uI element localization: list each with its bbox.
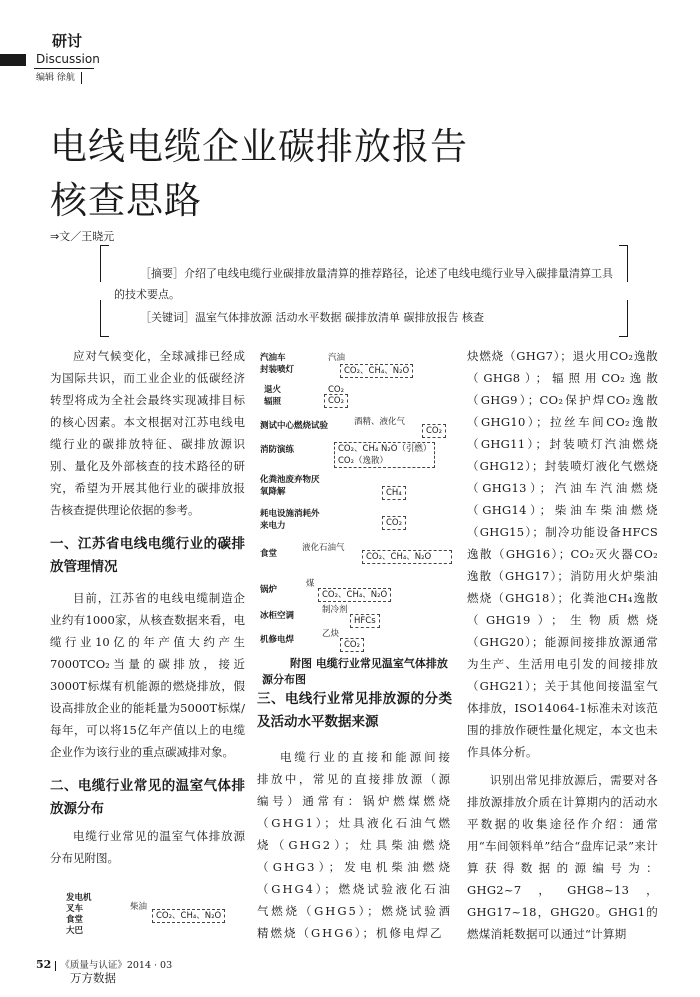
figure-fuel-refrigerant: 制冷剂: [322, 605, 348, 615]
footer-divider: [55, 961, 56, 971]
figure-label-freezer-ac: 冰柜空调: [260, 611, 295, 621]
figure-part-1: [66, 893, 246, 943]
journal-name: 《质量与认证》2014 · 03: [60, 960, 173, 971]
figure-label-welding: 机修电焊: [260, 635, 295, 645]
column-1: [50, 345, 245, 869]
article-title-line-1: 电线电缆企业碳排放报告: [50, 125, 468, 168]
figure-gas-box: CO₂、CH₄、N₂O: [318, 588, 391, 602]
figure-fuel-lpg: 液化石油气: [302, 543, 345, 553]
figure-gas-box: CO₂、CH₄、N₂O: [340, 364, 413, 378]
section-title: 研讨: [52, 32, 83, 50]
header-divider: [34, 68, 94, 69]
column-2: [257, 688, 452, 944]
section-3-paragraph: 电缆行业的直接和能源间接排放中，常见的直接排放源（源编号）通常有：锅炉燃煤燃烧（GHG1）；灶具液化石油气燃烧（GHG2）；灶具柴油燃烧（GHG3）；发电机柴油燃烧（GHG4）；燃烧试验液化石油气燃烧（GHG5）；燃烧试验酒精燃烧（GHG6）；机修电焊乙: [257, 750, 452, 940]
figure-gas-box: CO₂、CH₄、N₂O: [362, 550, 452, 564]
data-source-paragraph: 识别出常见排放源后，需要对各排放源排放介质在计算期内的活动水平数据的收集途径作介绍：通常用“车间领料单”结合“盘库记录”来计算获得数据的源编号为：GHG2~7，GHG8~13，GHG17~18，GHG20。GHG1的燃煤消耗数据可以通过“计算期: [467, 773, 658, 941]
figure-gas-box: CO₂: [340, 638, 364, 652]
figure-label-generator-group: 发电机 叉车 食堂 大巴: [66, 893, 92, 936]
figure-label-electricity: 耗电设施消耗外 来电力: [260, 509, 320, 531]
section-title-english: Discussion: [36, 52, 100, 66]
figure-gas-box: CO₂、CH₄、N₂O: [152, 909, 225, 923]
article-title-line-2: 核查思路: [50, 179, 202, 222]
figure-fuel-gasoline: 汽油: [328, 353, 346, 363]
figure-gas-box: CH₄: [382, 486, 406, 500]
figure-fuel-alcohol-lpg: 酒精、液化气: [354, 417, 406, 427]
section-3-continued: 炔燃烧（GHG7）；退火用CO₂逸散（GHG8）；辐照用CO₂逸散（GHG9）；CO₂保护焊CO₂逸散（GHG10）；拉丝车间CO₂逸散（GHG11）；封装喷灯汽油燃烧（GHG12）；封装喷灯液化气燃烧（GHG13）；汽油车汽油燃烧（GHG14）；柴油车柴油燃烧（GHG15）；制冷功能设备HFCS逸散（GHG16）；CO₂灭火器CO₂逸散（GHG17）；消防用火炉柴油燃烧（GHG18）；化粪池CH₄逸散（GHG19）；生物质燃烧（GHG20）；能源间接排放源通常为生产、生活用电引发的间接排放（GHG21）；关于其他间接温室气体排放，ISO14064-1标准未对该范围的排放作硬性量化规定，本文也未作具体分析。: [467, 349, 658, 759]
figure-label-gasoline-vehicle: 汽油车 封装喷灯: [260, 353, 295, 375]
bracket-top-left: [100, 245, 109, 282]
page-number: 52: [36, 958, 52, 971]
heading-section-3: 三、电线行业常见排放源的分类及活动水平数据来源: [257, 691, 452, 730]
section-marker-bar: [0, 54, 26, 66]
intro-paragraph: 应对气候变化，全球减排已经成为国际共识，而工业企业的低碳经济转型将成为全社会最终实现减排目标的核心因素。本文根据对江苏电线电缆行业的碳排放特征、碳排放源识别、量化及外部核查的技术路径的研究，希望为开展其他行业的碳排放报告核查提供理论依据的参考。: [50, 349, 245, 517]
figure-fuel-diesel: 柴油: [130, 902, 148, 912]
figure-gas-box: CO₂: [422, 424, 446, 438]
watermark-text: 万方数据: [70, 971, 116, 985]
bracket-top-right: [619, 245, 628, 282]
figure-label-boiler: 锅炉: [260, 585, 278, 595]
figure-gas-box: CO₂、CH₄ N₂O（引燃） CO₂（逸散）: [334, 442, 435, 468]
heading-section-1: 一、江苏省电线电缆行业的碳排放管理情况: [50, 536, 245, 575]
figure-caption: 附图 电缆行业常见温室气体排放源分布图: [262, 657, 448, 686]
figure-gas-box: CO₂: [324, 394, 348, 408]
figure-label-canteen: 食堂: [260, 549, 278, 559]
section-2-paragraph: 电缆行业常见的温室气体排放源分布见附图。: [50, 829, 245, 865]
figure-source-co2: CO₂: [328, 385, 345, 395]
figure-fuel-acetylene: 乙炔: [322, 629, 340, 639]
heading-section-2: 二、电缆行业常见的温室气体排放源分布: [50, 778, 245, 817]
article-author: ⇒文／王晓元: [50, 230, 115, 243]
figure-label-fire-drill: 消防演练: [260, 445, 295, 455]
figure-label-annealing: 退火 辐照: [264, 385, 282, 407]
abstract-text: ［摘要］介绍了电线电缆行业碳排放量清算的推荐路径，论述了电线电缆行业导入碳排量清算工具的技术要点。: [114, 267, 613, 301]
figure-label-combustion-test: 测试中心燃烧试验: [260, 421, 329, 431]
figure-part-2: [260, 352, 460, 652]
editor-credit: 编辑 徐航: [36, 72, 82, 84]
section-1-paragraph: 目前，江苏省的电线电缆制造企业约有1000家，从核查数据来看，电缆行业10亿的年产值大约产生7000TCO₂当量的碳排放，接近3000T标煤有机能源的燃烧排放，假设高排放企业的能耗量为5000T标煤/每年，可以将15亿年产值以上的电缆企业作为该行业的重点碳减排对象。: [50, 591, 245, 759]
bracket-bottom-right: [619, 300, 628, 337]
figure-label-septic-tank: 化粪池废弃物厌 氧降解: [260, 475, 320, 497]
bracket-bottom-left: [100, 300, 109, 337]
column-3: [467, 345, 658, 945]
figure-gas-box: CO₂: [382, 516, 406, 530]
keywords-text: ［关键词］温室气体排放源 活动水平数据 碳排放清单 碳排放报告 核查: [140, 311, 484, 324]
figure-fuel-coal: 煤: [306, 579, 315, 589]
figure-gas-box: HFCs: [350, 614, 380, 628]
page-footer: [36, 957, 172, 971]
abstract-box: [100, 245, 628, 337]
